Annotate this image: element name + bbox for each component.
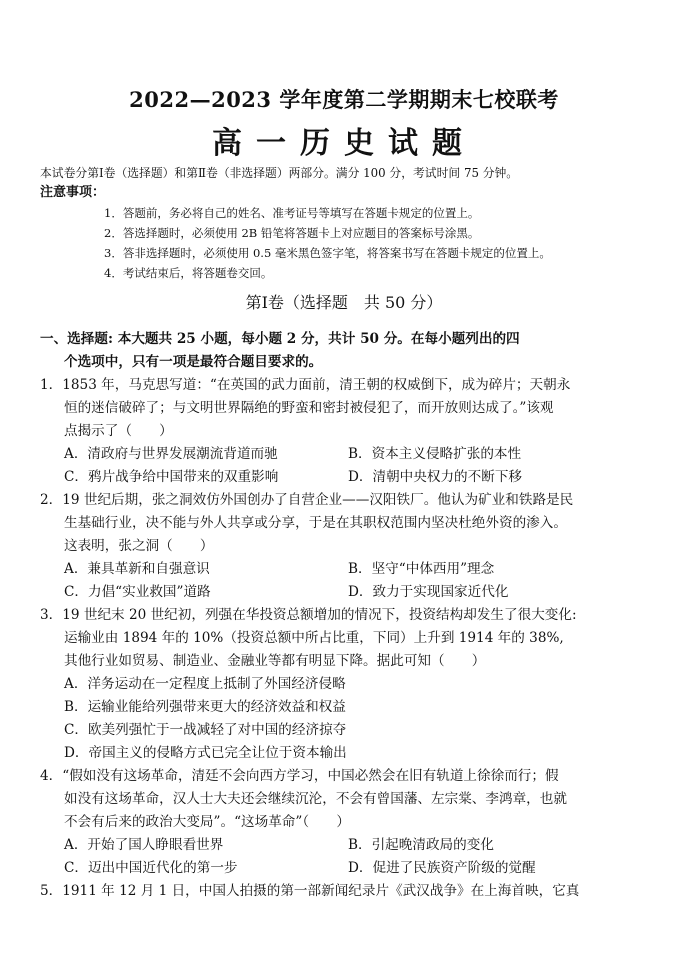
option-d: D．清朝中央权力的不断下移: [348, 469, 523, 485]
option-c: C．迈出中国近代化的第一步: [64, 860, 238, 876]
question-stem-line: 点揭示了（ ）: [64, 423, 173, 439]
question-stem-line: 4．“假如没有这场革命，清廷不会向西方学习，中国必然会在旧有轨道上徐徐而行；假: [40, 768, 559, 784]
part-instructions-line: 一、选择题: 本大题共 25 小题，每小题 2 分，共计 50 分。在每小题列出的四: [40, 331, 520, 347]
question-stem-line: 生基础行业，决不能与外人共享或分享，于是在其职权范围内坚决杜绝外资的渗入。: [64, 515, 567, 531]
question-stem-line: 运输业由 1894 年的 10%（投资总额中所占比重，下同）上升到 1914 年的 38%,: [64, 630, 564, 646]
option-b: B．引起晚清政局的变化: [348, 837, 494, 853]
intro-text: 本试卷分第Ⅰ卷（选择题）和第Ⅱ卷（非选择题）两部分。满分 100 分，考试时间 75 分钟。: [40, 166, 519, 180]
options: [40, 558, 655, 604]
option-d: D．帝国主义的侵略方式已完全让位于资本输出: [64, 745, 347, 761]
options: [40, 673, 655, 765]
part-instructions: [40, 328, 655, 374]
question-stem-line: 恒的迷信破碎了；与文明世界隔绝的野蛮和密封被侵犯了，而开放则达成了。”该观: [64, 400, 554, 416]
question-4: [40, 765, 655, 880]
question-stem-line: 其他行业如贸易、制造业、金融业等都有明显下降。据此可知（ ）: [64, 653, 486, 669]
option-b: B．坚守“中体西用”理念: [348, 561, 495, 577]
question-1: [40, 374, 655, 489]
notice-item: 3．答非选择题时，必须使用 0.5 毫米黑色签字笔，将答案书写在答题卡规定的位置上。: [104, 246, 551, 260]
options: [40, 834, 655, 880]
question-2: [40, 489, 655, 604]
question-3: [40, 604, 655, 765]
option-c: C．欧美列强忙于一战减轻了对中国的经济掠夺: [64, 722, 347, 738]
part-instructions-line: 个选项中，只有一项是最符合题目要求的。: [64, 354, 323, 370]
option-a: A．清政府与世界发展潮流背道而驰: [64, 446, 278, 462]
section-title: 第Ⅰ卷（选择题 共 50 分）: [245, 293, 443, 312]
question-stem-line: 不会有后来的政治大变局”。“这场革命”（ ）: [64, 814, 350, 830]
question-stem-line: 这表明，张之洞（ ）: [64, 538, 214, 554]
question-stem-line: 5．1911 年 12 月 1 日，中国人拍摄的第一部新闻纪录片《武汉战争》在上海首映，它真: [40, 883, 580, 899]
notice-item: 4．考试结束后，将答题卷交回。: [104, 266, 273, 280]
option-c: C．鸦片战争给中国带来的双重影响: [64, 469, 279, 485]
notice-item: 2．答选择题时，必须使用 2B 铅笔将答题卡上对应题目的答案标号涂黑。: [104, 226, 480, 240]
subject-title: 高一历史试题: [212, 126, 476, 161]
question-stem-line: 如没有这场革命，汉人士大夫还会继续沉沦，不会有曾国藩、左宗棠、李鸿章，也就: [64, 791, 567, 807]
option-a: A．兼具革新和自强意识: [64, 561, 210, 577]
notice-item: 1．答题前，务必将自己的姓名、准考证号等填写在答题卡规定的位置上。: [104, 206, 480, 220]
option-b: B．运输业能给列强带来更大的经济效益和权益: [64, 699, 346, 715]
option-b: B．资本主义侵略扩张的本性: [348, 446, 522, 462]
question-stem-line: 2．19 世纪后期，张之洞效仿外国创办了自营企业——汉阳铁厂。他认为矿业和铁路是民: [40, 492, 574, 508]
question-stem-line: 1．1853 年，马克思写道：“在英国的武力面前，清王朝的权威倒下，成为碎片；天朝永: [40, 377, 571, 393]
question-stem-line: 3．19 世纪末 20 世纪初，列强在华投资总额增加的情况下，投资结构却发生了很大变化:: [40, 607, 577, 623]
option-a: A．开始了国人睁眼看世界: [64, 837, 224, 853]
exam-title: 2022—2023 学年度第二学期期末七校联考: [129, 87, 559, 112]
options: [40, 443, 655, 489]
option-a: A．洋务运动在一定程度上抵制了外国经济侵略: [64, 676, 346, 692]
notice-title: 注意事项：: [40, 185, 106, 200]
option-d: D．致力于实现国家近代化: [348, 584, 509, 600]
question-5: [40, 880, 655, 903]
option-c: C．力倡“实业救国”道路: [64, 584, 211, 600]
option-d: D．促进了民族资产阶级的觉醒: [348, 860, 536, 876]
